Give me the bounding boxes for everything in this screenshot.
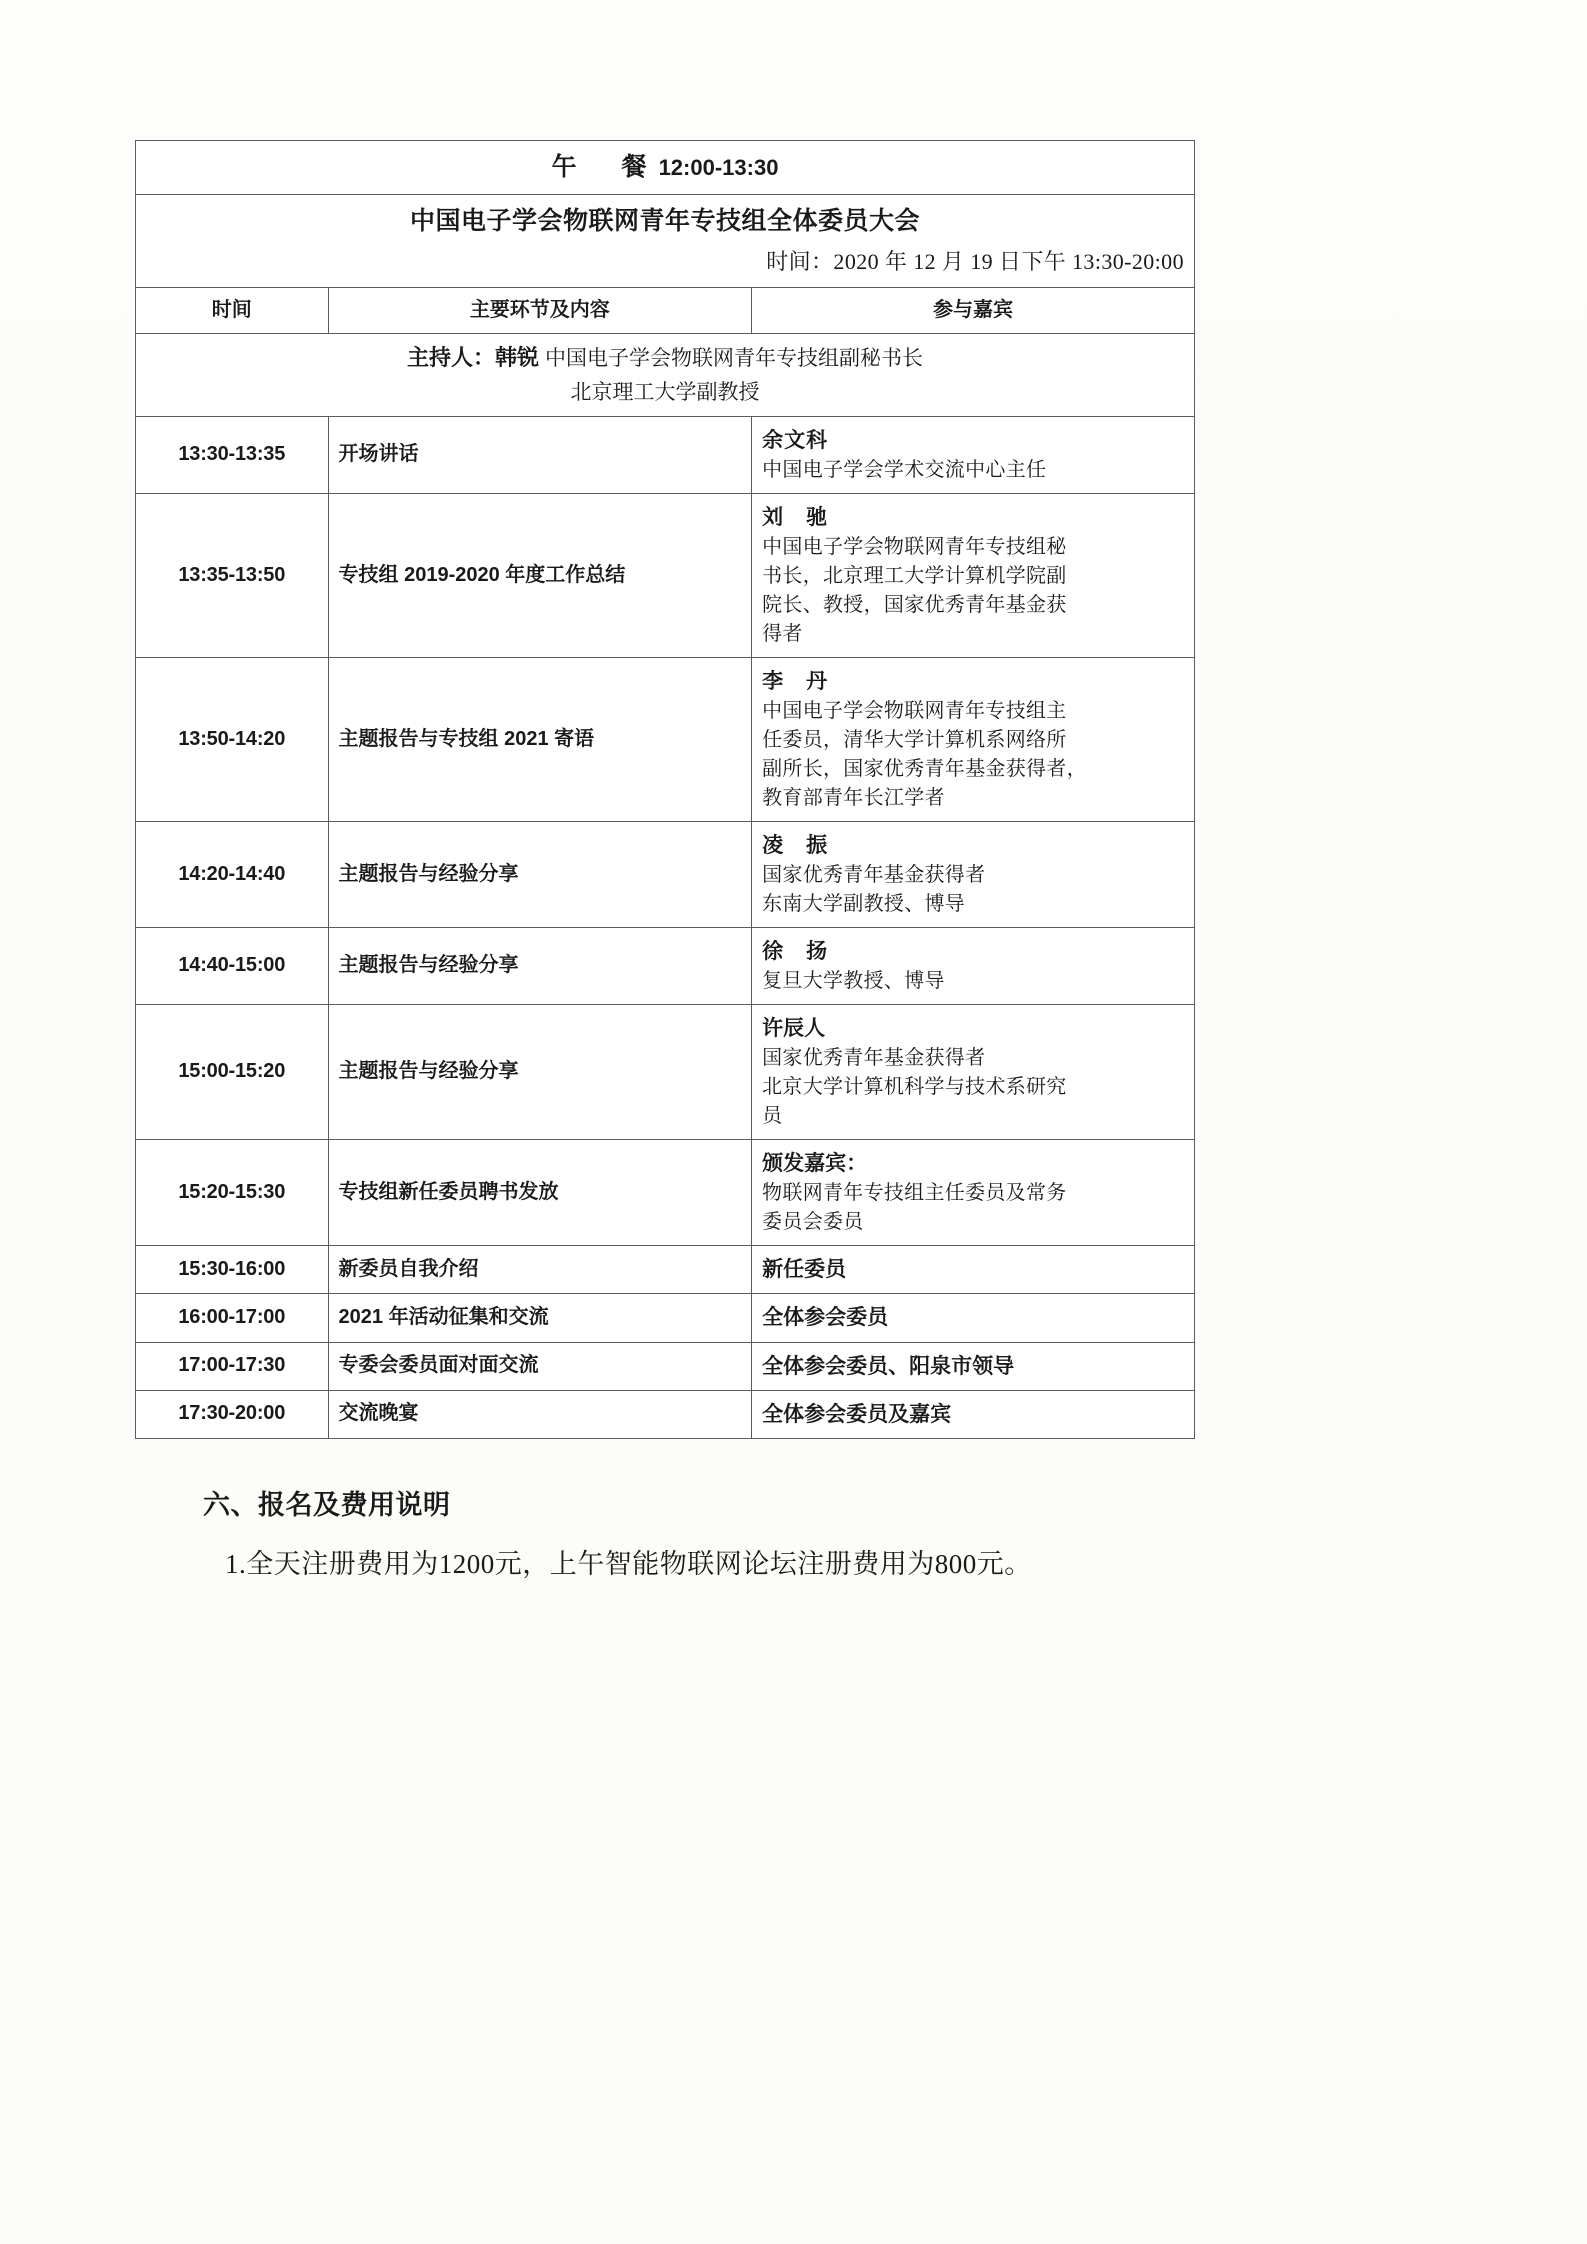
lunch-time: 12:00-13:30 bbox=[658, 155, 779, 180]
guest-name: 颁发嘉宾： bbox=[762, 1152, 868, 1176]
guest-desc-line: 中国电子学会物联网青年专技组主 bbox=[762, 700, 1067, 723]
guest-desc-line: 书长，北京理工大学计算机学院副 bbox=[762, 564, 1067, 587]
row-time: 15:30-16:00 bbox=[136, 1246, 329, 1294]
guest-desc-line: 员 bbox=[762, 1105, 783, 1128]
row-topic: 交流晚宴 bbox=[328, 1390, 752, 1438]
lunch-cell bbox=[136, 141, 1195, 195]
table-row bbox=[136, 657, 1195, 821]
row-topic: 专技组新任委员聘书发放 bbox=[328, 1140, 752, 1246]
guest-desc-line: 中国电子学会学术交流中心主任 bbox=[762, 458, 1047, 481]
guest-desc-line: 任委员，清华大学计算机系网络所 bbox=[762, 729, 1067, 752]
row-time: 13:35-13:50 bbox=[136, 493, 329, 657]
row-guest bbox=[752, 1246, 1195, 1294]
row-time: 14:20-14:40 bbox=[136, 822, 329, 928]
row-guest bbox=[752, 493, 1195, 657]
table-row bbox=[136, 1390, 1195, 1438]
guest-desc-line: 国家优秀青年基金获得者 bbox=[762, 864, 986, 887]
section-heading: 六、报名及费用说明 bbox=[203, 1489, 451, 1520]
row-time: 13:50-14:20 bbox=[136, 657, 329, 821]
row-time: 13:30-13:35 bbox=[136, 416, 329, 493]
row-time: 17:30-20:00 bbox=[136, 1390, 329, 1438]
conference-time: 时间：2020 年 12 月 19 日下午 13:30-20:00 bbox=[766, 249, 1184, 274]
table-row bbox=[136, 416, 1195, 493]
row-topic: 开场讲话 bbox=[328, 416, 752, 493]
guest-desc-line: 物联网青年专技组主任委员及常务 bbox=[762, 1182, 1067, 1205]
guest-name: 徐 扬 bbox=[762, 940, 829, 964]
host-row bbox=[136, 334, 1195, 417]
document-content bbox=[135, 140, 1200, 1584]
guest-desc-line: 中国电子学会物联网青年专技组秘 bbox=[762, 535, 1067, 558]
guest-desc-line: 国家优秀青年基金获得者 bbox=[762, 1047, 986, 1070]
row-topic: 专委会委员面对面交流 bbox=[328, 1342, 752, 1390]
guest-name: 许辰人 bbox=[762, 1017, 826, 1041]
row-guest bbox=[752, 822, 1195, 928]
host-title-line2: 北京理工大学副教授 bbox=[570, 379, 760, 404]
row-guest bbox=[752, 1140, 1195, 1246]
row-guest bbox=[752, 416, 1195, 493]
row-time: 14:40-15:00 bbox=[136, 928, 329, 1005]
header-guest: 参与嘉宾 bbox=[752, 287, 1195, 334]
lunch-row bbox=[136, 141, 1195, 195]
table-row bbox=[136, 822, 1195, 928]
row-topic: 新委员自我介绍 bbox=[328, 1246, 752, 1294]
guest-name: 全体参会委员及嘉宾 bbox=[762, 1402, 952, 1426]
guest-desc-line: 教育部青年长江学者 bbox=[762, 787, 945, 810]
row-topic: 主题报告与经验分享 bbox=[328, 1005, 752, 1140]
row-time: 17:00-17:30 bbox=[136, 1342, 329, 1390]
row-time: 16:00-17:00 bbox=[136, 1294, 329, 1342]
header-topic: 主要环节及内容 bbox=[328, 287, 752, 334]
row-guest bbox=[752, 1342, 1195, 1390]
table-header-row bbox=[136, 287, 1195, 334]
guest-name: 凌 振 bbox=[762, 834, 829, 858]
table-row bbox=[136, 1294, 1195, 1342]
host-label: 主持人： bbox=[406, 345, 495, 371]
guest-name: 全体参会委员 bbox=[762, 1306, 889, 1330]
row-time: 15:00-15:20 bbox=[136, 1005, 329, 1140]
conference-title: 中国电子学会物联网青年专技组全体委员大会 bbox=[409, 207, 920, 235]
conference-title-row bbox=[136, 195, 1195, 288]
row-topic: 主题报告与经验分享 bbox=[328, 822, 752, 928]
row-guest bbox=[752, 1005, 1195, 1140]
row-time: 15:20-15:30 bbox=[136, 1140, 329, 1246]
row-topic: 专技组 2019-2020 年度工作总结 bbox=[328, 493, 752, 657]
guest-desc-line: 委员会委员 bbox=[762, 1211, 864, 1234]
table-row bbox=[136, 493, 1195, 657]
guest-desc-line: 复旦大学教授、博导 bbox=[762, 970, 945, 993]
table-row bbox=[136, 928, 1195, 1005]
guest-name: 李 丹 bbox=[762, 669, 829, 693]
row-guest bbox=[752, 1294, 1195, 1342]
guest-desc-line: 副所长，国家优秀青年基金获得者， bbox=[762, 758, 1087, 781]
section-paragraph: 1.全天注册费用为1200元，上午智能物联网论坛注册费用为800元。 bbox=[225, 1548, 1032, 1579]
row-guest bbox=[752, 657, 1195, 821]
row-guest bbox=[752, 928, 1195, 1005]
lunch-label: 午 餐 bbox=[551, 153, 657, 181]
guest-name: 新任委员 bbox=[762, 1258, 847, 1282]
row-topic: 主题报告与经验分享 bbox=[328, 928, 752, 1005]
guest-desc-line: 东南大学副教授、博导 bbox=[762, 893, 966, 916]
header-time: 时间 bbox=[136, 287, 329, 334]
guest-name: 全体参会委员、阳泉市领导 bbox=[762, 1354, 1015, 1378]
guest-name: 刘 驰 bbox=[762, 505, 829, 529]
table-row bbox=[136, 1342, 1195, 1390]
guest-desc-line: 北京大学计算机科学与技术系研究 bbox=[762, 1076, 1067, 1099]
agenda-table bbox=[135, 140, 1195, 1439]
row-guest bbox=[752, 1390, 1195, 1438]
table-row bbox=[136, 1140, 1195, 1246]
guest-desc-line: 得者 bbox=[762, 622, 803, 645]
registration-section bbox=[135, 1483, 1200, 1585]
row-topic: 主题报告与专技组 2021 寄语 bbox=[328, 657, 752, 821]
row-topic: 2021 年活动征集和交流 bbox=[328, 1294, 752, 1342]
table-row bbox=[136, 1005, 1195, 1140]
conference-title-cell bbox=[136, 195, 1195, 288]
host-cell bbox=[136, 334, 1195, 417]
host-title-line1: 中国电子学会物联网青年专技组副秘书长 bbox=[545, 346, 924, 371]
host-name: 韩锐 bbox=[495, 345, 540, 371]
table-row bbox=[136, 1246, 1195, 1294]
guest-desc-line: 院长、教授，国家优秀青年基金获 bbox=[762, 593, 1067, 616]
guest-name: 余文科 bbox=[762, 428, 829, 452]
